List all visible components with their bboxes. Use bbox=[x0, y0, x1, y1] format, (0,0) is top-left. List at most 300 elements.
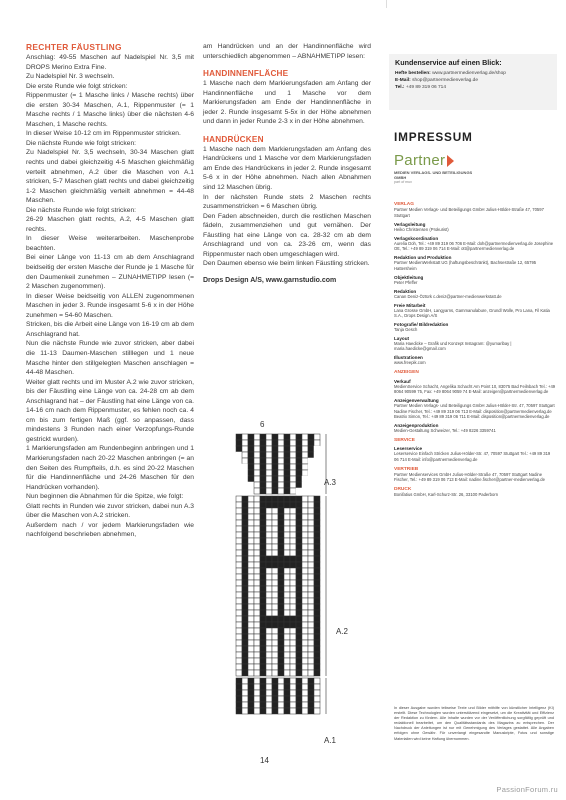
chart-cell bbox=[248, 532, 254, 538]
chart-cell bbox=[236, 568, 242, 574]
impressum-text: Canan Deniz-Öztürk c.deniz@partner-medienwerkstatt.de bbox=[394, 293, 502, 299]
chart-cell bbox=[236, 514, 242, 520]
chart-cell bbox=[296, 562, 302, 568]
chart-cell bbox=[242, 640, 248, 646]
chart-cell bbox=[236, 538, 242, 544]
chart-cell bbox=[242, 482, 248, 488]
chart-cell bbox=[284, 476, 290, 482]
chart-cell bbox=[266, 664, 272, 670]
chart-cell bbox=[284, 702, 290, 708]
chart-cell bbox=[290, 470, 296, 476]
chart-cell bbox=[284, 604, 290, 610]
chart-cell bbox=[254, 640, 260, 646]
chart-cell bbox=[272, 684, 278, 690]
impressum-text: Heiko Christensen (Prokurist) bbox=[394, 226, 449, 232]
impressum-text: Partner Medien Verlags- und Beteiligungs GmbH Julius-Hölder-Straße 47, 70597 Stuttgart bbox=[394, 207, 544, 218]
chart-cell bbox=[248, 708, 254, 714]
chart-cell bbox=[284, 452, 290, 458]
chart-cell bbox=[302, 440, 308, 446]
chart-cell bbox=[236, 458, 242, 464]
left-paragraph: Nun die nächste Runde wie zuvor stricken, aber dabei die 11-13 Daumen-Maschen stilllegen und 1 neue Masche hinter den stillgelegten Maschen anschlagen = 44-48 Maschen. bbox=[26, 340, 194, 377]
impressum-heading: Freie Mitarbeit bbox=[394, 302, 426, 308]
chart-cell bbox=[284, 526, 290, 532]
chart-cell bbox=[290, 652, 296, 658]
chart-cell bbox=[278, 502, 284, 508]
chart-cell bbox=[254, 482, 260, 488]
chart-cell bbox=[242, 592, 248, 598]
chart-cell bbox=[314, 440, 320, 446]
chart-cell bbox=[254, 684, 260, 690]
chart-cell bbox=[278, 556, 284, 562]
chart-cell bbox=[242, 702, 248, 708]
chart-cell bbox=[272, 628, 278, 634]
chart-cell bbox=[254, 634, 260, 640]
impressum-heading: DRUCK bbox=[394, 486, 412, 492]
chart-cell bbox=[284, 482, 290, 488]
chart-cell bbox=[248, 520, 254, 526]
chart-cell bbox=[236, 628, 242, 634]
chart-cell bbox=[314, 684, 320, 690]
chart-cell bbox=[248, 452, 254, 458]
chart-cell bbox=[302, 508, 308, 514]
chart-cell bbox=[272, 568, 278, 574]
chart-cell bbox=[254, 592, 260, 598]
chart-cell bbox=[242, 580, 248, 586]
chart-cell bbox=[236, 440, 242, 446]
chart-cell bbox=[248, 488, 254, 494]
chart-cell bbox=[236, 664, 242, 670]
impressum-heading: Verlagskoordination bbox=[394, 235, 439, 241]
chart-cell bbox=[266, 598, 272, 604]
chart-cell bbox=[302, 458, 308, 464]
chart-cell bbox=[260, 470, 266, 476]
left-paragraph: Zu Nadelspiel Nr. 3,5 wechseln, 30-34 Maschen glatt rechts und dabei gleichzeitig 4-5 Maschen gleichmäßig verteilt abnehmen, A.2 über die Maschen von A.1 stricken, 5-7 Maschen glatt rechts und dabei gleichzeitig 1-2 Maschen gleichmäßig verteilt abnehmen = 44-48 Maschen. bbox=[26, 149, 194, 205]
chart-cell bbox=[302, 532, 308, 538]
chart-cell bbox=[248, 550, 254, 556]
chart-cell bbox=[290, 550, 296, 556]
chart-cell bbox=[296, 670, 302, 676]
chart-cell bbox=[260, 550, 266, 556]
chart-cell bbox=[272, 702, 278, 708]
chart-cell bbox=[266, 526, 272, 532]
chart-cell bbox=[302, 598, 308, 604]
chart-cell bbox=[290, 502, 296, 508]
chart-cell bbox=[242, 708, 248, 714]
chart-cell bbox=[236, 690, 242, 696]
chart-cell bbox=[284, 664, 290, 670]
chart-cell bbox=[266, 634, 272, 640]
chart-cell bbox=[242, 440, 248, 446]
chart-cell bbox=[296, 640, 302, 646]
chart-cell bbox=[260, 696, 266, 702]
chart-cell bbox=[242, 538, 248, 544]
impressum-heading: Verkauf bbox=[394, 378, 411, 384]
chart-cell bbox=[260, 702, 266, 708]
chart-cell bbox=[302, 684, 308, 690]
impressum-title: IMPRESSUM bbox=[394, 130, 473, 144]
chart-cell bbox=[284, 598, 290, 604]
left-paragraph: Stricken, bis die Arbeit eine Länge von 16-19 cm ab dem Anschlagrand hat. bbox=[26, 321, 194, 338]
chart-cell bbox=[236, 452, 242, 458]
chart-cell bbox=[314, 670, 320, 676]
chart-cell bbox=[242, 458, 248, 464]
chart-cell bbox=[266, 470, 272, 476]
customer-service-key: Tel.: bbox=[395, 85, 405, 91]
chart-cell bbox=[254, 508, 260, 514]
chart-cell bbox=[284, 646, 290, 652]
chart-cell bbox=[290, 702, 296, 708]
chart-cell bbox=[314, 574, 320, 580]
chart-cell bbox=[296, 592, 302, 598]
chart-cell bbox=[248, 496, 254, 502]
chart-cell bbox=[278, 702, 284, 708]
chart-cell bbox=[236, 696, 242, 702]
chart-cell bbox=[266, 532, 272, 538]
chart-cell bbox=[296, 598, 302, 604]
chart-cell bbox=[266, 580, 272, 586]
chart-cell bbox=[266, 446, 272, 452]
chart-cell bbox=[290, 464, 296, 470]
chart-cell bbox=[272, 616, 278, 622]
chart-cell bbox=[302, 562, 308, 568]
chart-cell bbox=[308, 538, 314, 544]
chart-cell bbox=[248, 470, 254, 476]
chart-cell bbox=[308, 628, 314, 634]
chart-cell bbox=[248, 434, 254, 440]
chart-cell bbox=[290, 562, 296, 568]
chart-cell bbox=[314, 562, 320, 568]
chart-cell bbox=[278, 434, 284, 440]
chart-cell bbox=[272, 574, 278, 580]
chart-cell bbox=[254, 550, 260, 556]
chart-cell bbox=[290, 708, 296, 714]
chart-cell bbox=[272, 496, 278, 502]
customer-service-value[interactable]: shop@partnermedienverlag.de bbox=[412, 78, 479, 84]
chart-cell bbox=[308, 532, 314, 538]
chart-cell bbox=[236, 482, 242, 488]
chart-cell bbox=[266, 610, 272, 616]
chart-cell bbox=[242, 434, 248, 440]
chart-cell bbox=[290, 514, 296, 520]
chart-cell bbox=[272, 658, 278, 664]
partner-arrow-icon bbox=[447, 155, 454, 167]
impressum-text: Peter Pfeffer bbox=[394, 279, 418, 285]
chart-cell bbox=[278, 634, 284, 640]
chart-cell bbox=[284, 470, 290, 476]
chart-cell bbox=[260, 476, 266, 482]
chart-cell bbox=[284, 562, 290, 568]
chart-cell bbox=[248, 502, 254, 508]
chart-cell bbox=[248, 446, 254, 452]
chart-cell bbox=[290, 458, 296, 464]
customer-service-title: Kundenservice auf einen Blick: bbox=[395, 58, 502, 67]
chart-cell bbox=[242, 520, 248, 526]
chart-cell bbox=[242, 646, 248, 652]
chart-cell bbox=[296, 508, 302, 514]
chart-cell bbox=[260, 464, 266, 470]
chart-cell bbox=[248, 556, 254, 562]
chart-cell bbox=[302, 544, 308, 550]
chart-cell bbox=[278, 640, 284, 646]
chart-cell bbox=[290, 440, 296, 446]
chart-cell bbox=[242, 622, 248, 628]
chart-cell bbox=[260, 452, 266, 458]
chart-cell bbox=[290, 592, 296, 598]
chart-cell bbox=[296, 556, 302, 562]
chart-cell bbox=[290, 476, 296, 482]
chart-cell bbox=[236, 556, 242, 562]
chart-cell bbox=[302, 670, 308, 676]
chart-cell bbox=[296, 434, 302, 440]
chart-cell bbox=[296, 476, 302, 482]
chart-cell bbox=[308, 592, 314, 598]
chart-cell bbox=[284, 622, 290, 628]
chart-cell bbox=[242, 508, 248, 514]
chart-cell bbox=[296, 696, 302, 702]
chart-cell bbox=[290, 496, 296, 502]
chart-cell bbox=[296, 646, 302, 652]
chart-cell bbox=[236, 464, 242, 470]
chart-cell bbox=[272, 634, 278, 640]
chart-cell bbox=[266, 670, 272, 676]
chart-cell bbox=[248, 604, 254, 610]
chart-cell bbox=[248, 598, 254, 604]
chart-cell bbox=[236, 616, 242, 622]
chart-cell bbox=[266, 690, 272, 696]
chart-cell bbox=[302, 568, 308, 574]
chart-cell bbox=[308, 664, 314, 670]
chart-cell bbox=[242, 598, 248, 604]
chart-cell bbox=[260, 502, 266, 508]
chart-cell bbox=[266, 496, 272, 502]
chart-cell bbox=[284, 634, 290, 640]
chart-cell bbox=[272, 652, 278, 658]
chart-cell bbox=[242, 586, 248, 592]
chart-cell bbox=[314, 568, 320, 574]
chart-cell bbox=[266, 574, 272, 580]
chart-cell bbox=[284, 592, 290, 598]
chart-cell bbox=[266, 544, 272, 550]
impressum-text: www.freepik.com bbox=[394, 360, 426, 366]
chart-cell bbox=[278, 562, 284, 568]
partner-logo-word: Partner bbox=[394, 152, 446, 169]
chart-cell bbox=[272, 508, 278, 514]
chart-cell bbox=[308, 634, 314, 640]
chart-cell bbox=[254, 702, 260, 708]
chart-cell bbox=[260, 684, 266, 690]
chart-cell bbox=[302, 708, 308, 714]
chart-cell bbox=[308, 508, 314, 514]
chart-cell bbox=[278, 586, 284, 592]
chart-cell bbox=[272, 580, 278, 586]
chart-cell bbox=[302, 702, 308, 708]
chart-cell bbox=[242, 658, 248, 664]
chart-cell bbox=[242, 464, 248, 470]
chart-cell bbox=[248, 664, 254, 670]
chart-cell bbox=[314, 470, 320, 476]
chart-cell bbox=[284, 464, 290, 470]
chart-cell bbox=[254, 452, 260, 458]
chart-cell bbox=[254, 610, 260, 616]
chart-cell bbox=[308, 452, 314, 458]
chart-bottom-label: 14 bbox=[260, 756, 269, 765]
chart-cell bbox=[278, 690, 284, 696]
chart-cell bbox=[284, 586, 290, 592]
chart-cell bbox=[272, 464, 278, 470]
chart-cell bbox=[302, 690, 308, 696]
chart-cell bbox=[248, 476, 254, 482]
chart-cell bbox=[290, 544, 296, 550]
chart-cell bbox=[248, 464, 254, 470]
chart-cell bbox=[302, 592, 308, 598]
chart-cell bbox=[272, 440, 278, 446]
partner-logo-tagline: part of mux bbox=[394, 180, 412, 184]
chart-cell bbox=[296, 482, 302, 488]
chart-cell bbox=[236, 526, 242, 532]
impressum-heading: Anzeigenverwaltung bbox=[394, 398, 439, 404]
chart-cell bbox=[248, 696, 254, 702]
left-paragraph: 26-29 Maschen glatt rechts, A.2, 4-5 Maschen glatt rechts. bbox=[26, 216, 194, 233]
chart-cell bbox=[302, 646, 308, 652]
chart-cell bbox=[278, 464, 284, 470]
chart-cell bbox=[266, 702, 272, 708]
chart-cell bbox=[278, 452, 284, 458]
chart-cell bbox=[254, 502, 260, 508]
chart-cell bbox=[308, 514, 314, 520]
customer-service-line bbox=[395, 77, 551, 84]
chart-cell bbox=[290, 670, 296, 676]
chart-cell bbox=[284, 550, 290, 556]
customer-service-line bbox=[395, 70, 551, 77]
chart-cell bbox=[302, 652, 308, 658]
left-paragraph: Bei einer Länge von 11-13 cm ab dem Anschlagrand beidseitig der ersten Masche der Runde je 1 Masche für den Daumenkeil zunehmen – ZUNAHMETIPP lesen (= 2 Maschen zugenommen). bbox=[26, 254, 194, 291]
chart-cell bbox=[308, 684, 314, 690]
chart-cell bbox=[272, 482, 278, 488]
partner-logo bbox=[394, 152, 474, 184]
impressum-text: Lana Grosse GmbH, Langyarns, Gammanulabure, Grundl Wolle, Pro Lana, Fil Katia S.A., Drops Design A/S bbox=[394, 307, 550, 319]
chart-cell bbox=[254, 690, 260, 696]
chart-cell bbox=[236, 586, 242, 592]
chart-cell bbox=[302, 634, 308, 640]
chart-cell bbox=[314, 610, 320, 616]
chart-cell bbox=[302, 622, 308, 628]
impressum-heading: Objektleitung bbox=[394, 274, 424, 280]
chart-cell bbox=[296, 488, 302, 494]
chart-cell bbox=[278, 664, 284, 670]
chart-cell bbox=[236, 488, 242, 494]
chart-cell bbox=[308, 476, 314, 482]
chart-cell bbox=[290, 508, 296, 514]
customer-service-value[interactable]: www.partnermedienverlag.de/shop bbox=[432, 71, 506, 76]
chart-cell bbox=[236, 702, 242, 708]
chart-cell bbox=[272, 538, 278, 544]
chart-cell bbox=[302, 628, 308, 634]
chart-cell bbox=[236, 652, 242, 658]
chart-cell bbox=[242, 550, 248, 556]
chart-cell bbox=[314, 658, 320, 664]
chart-cell bbox=[236, 708, 242, 714]
chart-cell bbox=[314, 544, 320, 550]
chart-cell bbox=[272, 640, 278, 646]
chart-cell bbox=[248, 458, 254, 464]
chart-cell bbox=[272, 670, 278, 676]
chart-cell bbox=[308, 562, 314, 568]
impressum-heading: Redaktion und Produktion bbox=[394, 255, 452, 261]
chart-cell bbox=[284, 502, 290, 508]
chart-cell bbox=[254, 532, 260, 538]
section-title: RECHTER FÄUSTLING bbox=[26, 42, 122, 52]
chart-cell bbox=[254, 678, 260, 684]
chart-cell bbox=[248, 658, 254, 664]
chart-cell bbox=[302, 586, 308, 592]
chart-cell bbox=[254, 544, 260, 550]
chart-cell bbox=[284, 556, 290, 562]
chart-cell bbox=[242, 628, 248, 634]
chart-cell bbox=[254, 476, 260, 482]
chart-cell bbox=[272, 690, 278, 696]
chart-cell bbox=[272, 592, 278, 598]
chart-cell bbox=[236, 544, 242, 550]
left-paragraph: Die nächste Runde wie folgt stricken: bbox=[26, 206, 137, 214]
chart-cell bbox=[278, 610, 284, 616]
customer-service-value[interactable]: +49 89 319 06 714 bbox=[405, 85, 447, 91]
chart-cell bbox=[242, 696, 248, 702]
chart-cell bbox=[260, 556, 266, 562]
chart-cell bbox=[278, 458, 284, 464]
chart-cell bbox=[248, 652, 254, 658]
chart-cell bbox=[296, 702, 302, 708]
chart-cell bbox=[278, 544, 284, 550]
chart-cell bbox=[290, 482, 296, 488]
chart-cell bbox=[308, 482, 314, 488]
chart-cell bbox=[272, 708, 278, 714]
chart-cell bbox=[284, 580, 290, 586]
chart-cell bbox=[278, 508, 284, 514]
chart-cell bbox=[242, 502, 248, 508]
chart-cell bbox=[308, 488, 314, 494]
chart-cell bbox=[308, 610, 314, 616]
chart-cell bbox=[254, 574, 260, 580]
chart-cell bbox=[302, 678, 308, 684]
chart-cell bbox=[302, 616, 308, 622]
chart-cell bbox=[308, 574, 314, 580]
chart-cell bbox=[278, 470, 284, 476]
chart-cell bbox=[260, 646, 266, 652]
chart-cell bbox=[242, 452, 248, 458]
chart-cell bbox=[266, 586, 272, 592]
chart-cell bbox=[284, 514, 290, 520]
chart-cell bbox=[284, 628, 290, 634]
chart-cell bbox=[314, 526, 320, 532]
impressum-text: Aurelia Doh, Tel.: +49 89 319 06 706 E-Mail: doh@partnermedienverlag.de Josephine Ott, Tel.: +49 89 319 06 714 E-Mail: ott@partnermedienverlag.de bbox=[394, 240, 554, 252]
chart-cell bbox=[236, 502, 242, 508]
handruecken-text: 1 Masche nach dem Markierungsfaden am Anfang des Handrückens und 1 Masche vor dem Markierungsfaden am Ende des Handrückens in jeder 2. Runde insgesamt 5-6 x in der Höhe abnehmen. Nach allen Abnahmen sind 12 Maschen übrig. bbox=[203, 145, 371, 192]
chart-cell bbox=[314, 652, 320, 658]
chart-cell bbox=[302, 640, 308, 646]
chart-cell bbox=[278, 592, 284, 598]
chart-cell bbox=[308, 678, 314, 684]
chart-cell bbox=[272, 586, 278, 592]
chart-cell bbox=[308, 640, 314, 646]
chart-cell bbox=[314, 514, 320, 520]
chart-cell bbox=[278, 440, 284, 446]
impressum-heading: VERTRIEB bbox=[394, 466, 419, 472]
impressum-text: Partner Medien Verlags- und Beteiligungs GmbH Julius-Hölder-Str. 47, 70597 Stuttgart Nadine Fischer, Tel.: +49 89 319 06 713 E-Mail: disposition@partnermedienverlag.de Beatrix Simon, Tel.: +49 89 319 06 711 E-Mail: disposition@partnermedienverlag.de bbox=[394, 403, 555, 420]
chart-cell bbox=[314, 520, 320, 526]
chart-cell bbox=[254, 658, 260, 664]
chart-cell bbox=[296, 526, 302, 532]
chart-cell bbox=[308, 526, 314, 532]
